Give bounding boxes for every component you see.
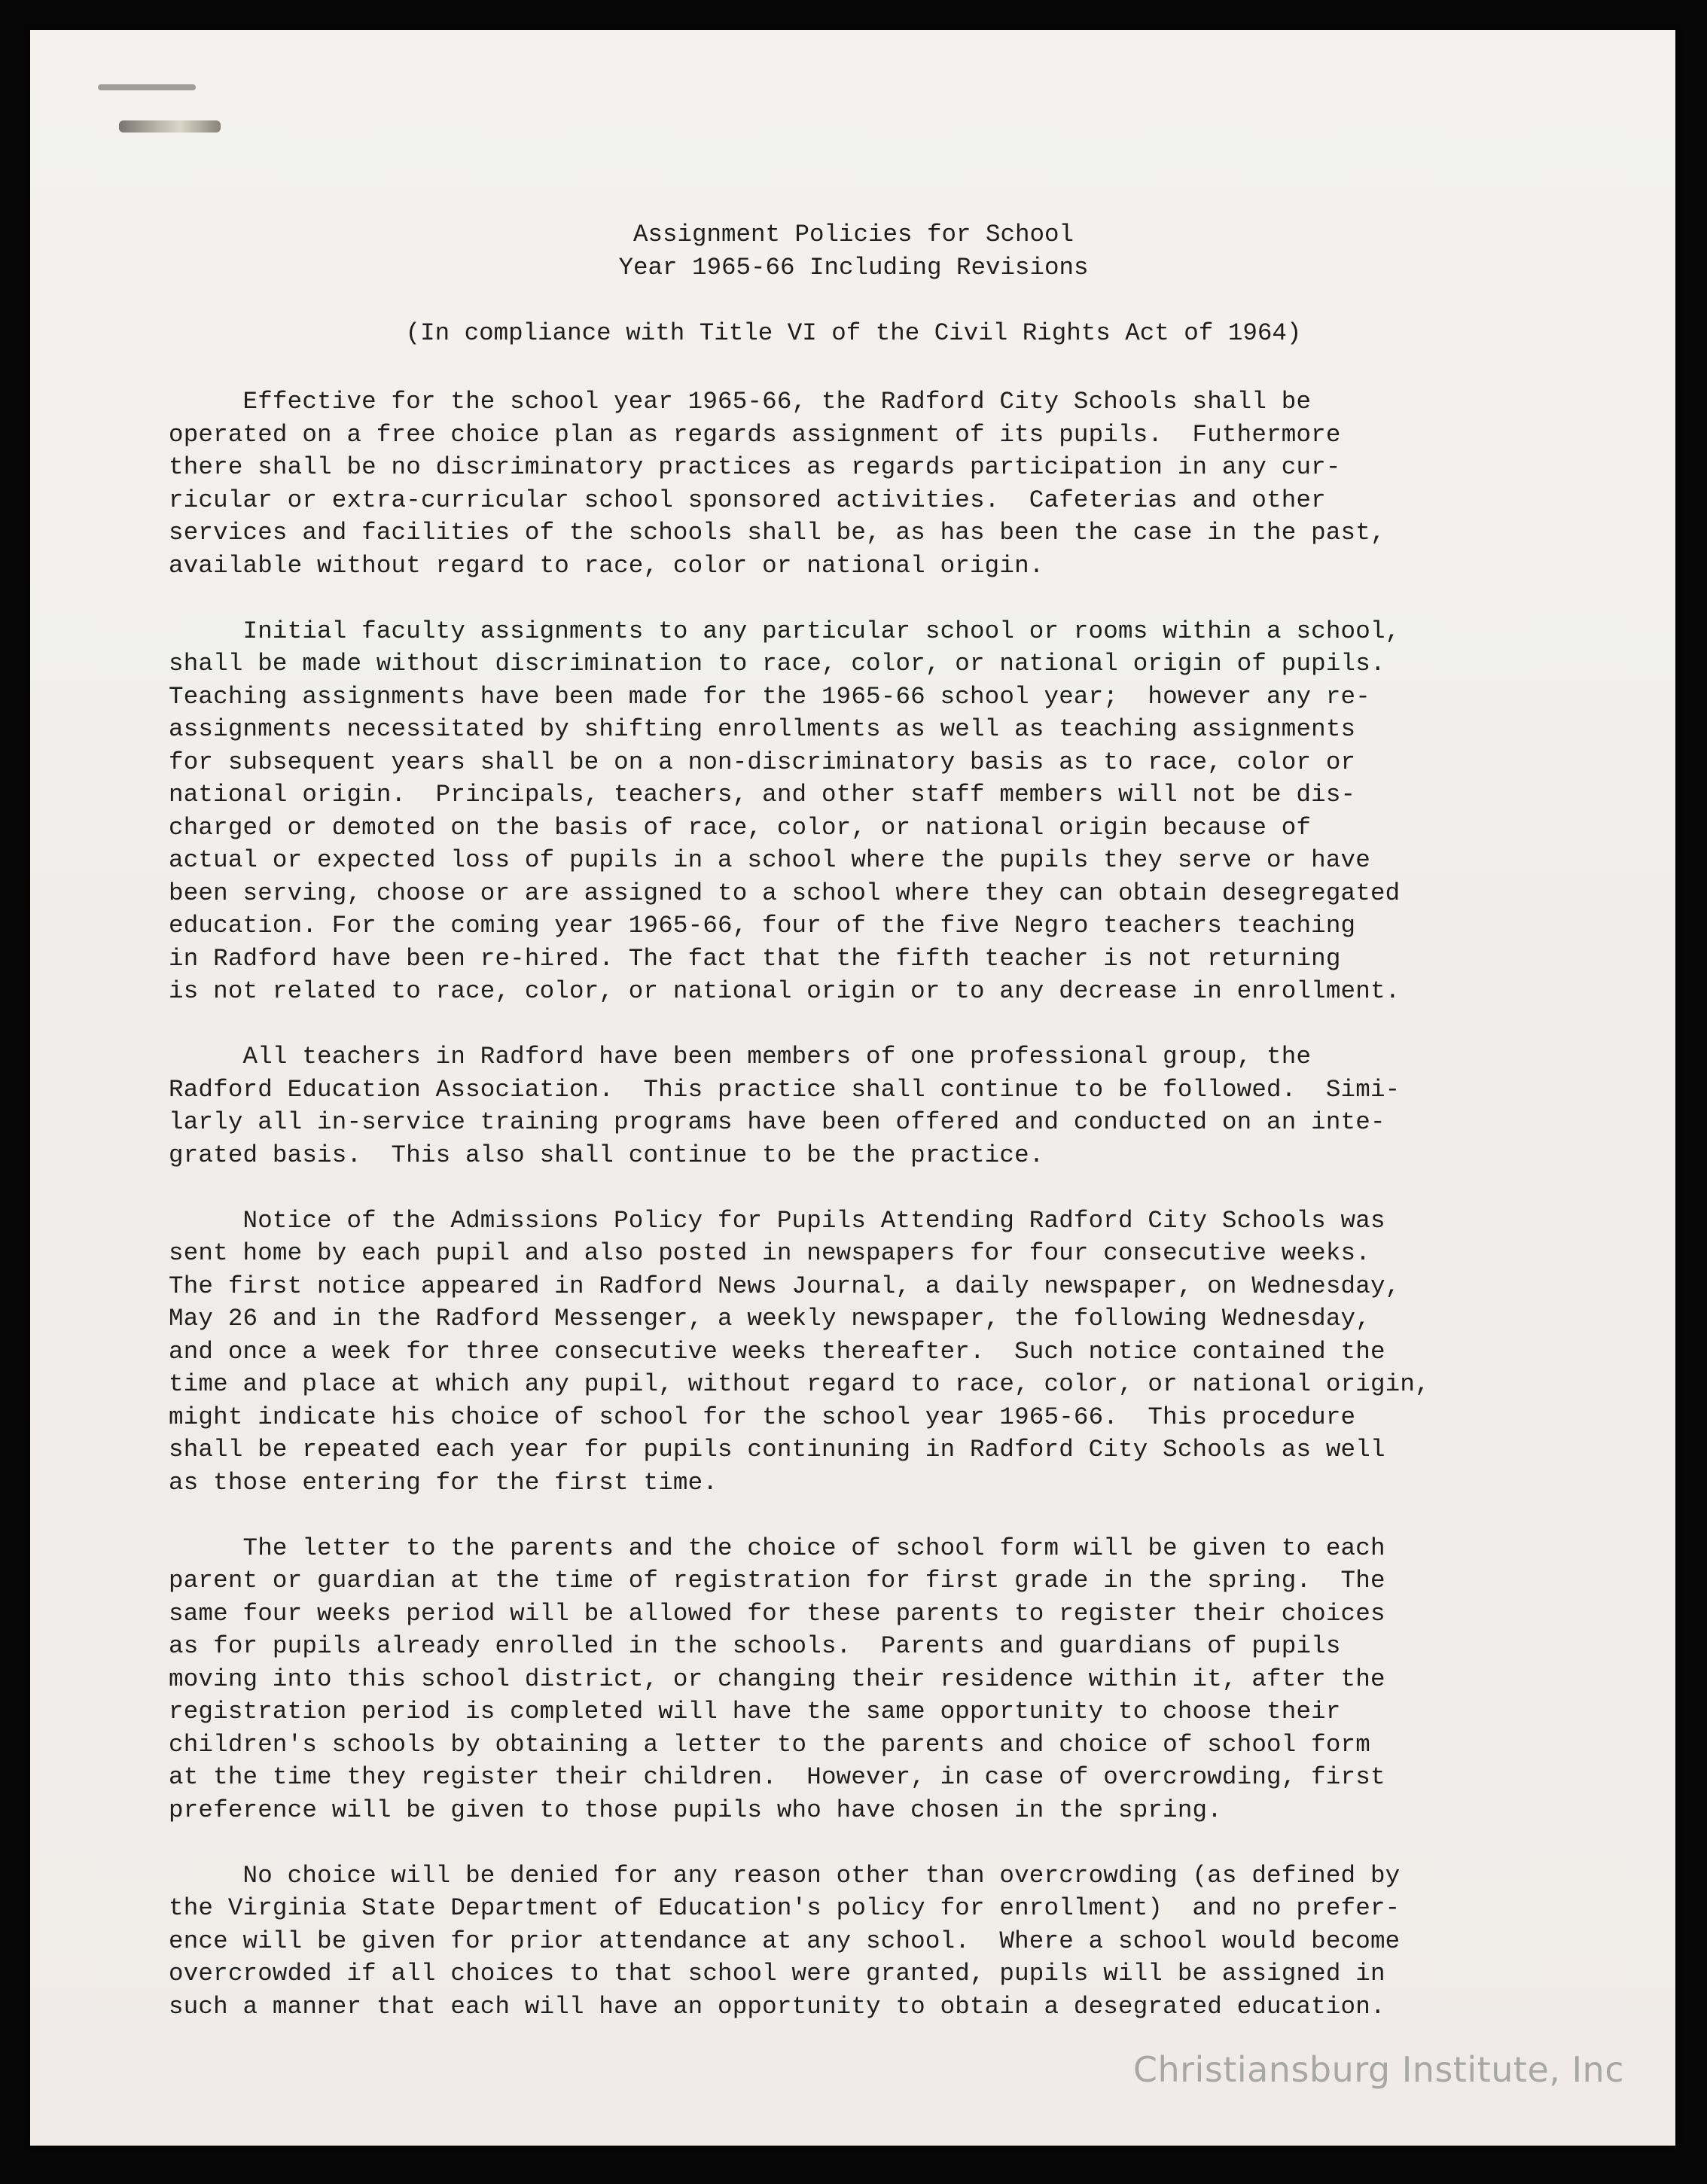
document-title-line-1: Assignment Policies for School: [633, 221, 1074, 248]
document-subtitle: (In compliance with Title VI of the Civil Rights Act of 1964): [405, 319, 1302, 347]
staple-mark: [98, 84, 196, 90]
paragraph: [169, 1040, 1599, 1171]
paragraph-line: might indicate his choice of school for the school year 1965-66. This procedure: [169, 1403, 1356, 1431]
paragraph-line: shall be made without discrimination to race, color, or national origin of pupils.: [169, 650, 1385, 678]
document-title-line-2: Year 1965-66 Including Revisions: [618, 254, 1089, 282]
paragraph: [169, 385, 1599, 582]
paragraph-line: parent or guardian at the time of registration for first grade in the spring. The: [169, 1567, 1385, 1595]
paragraph-line: Notice of the Admissions Policy for Pupils Attending Radford City Schools was: [169, 1206, 1385, 1235]
paragraph-line: services and facilities of the schools shall be, as has been the case in the past,: [169, 519, 1385, 547]
paragraph-line: in Radford have been re-hired. The fact that the fifth teacher is not returning: [169, 944, 1341, 973]
paragraph-line: sent home by each pupil and also posted in newspapers for four consecutive weeks.: [169, 1239, 1370, 1267]
paragraph-line: as those entering for the first time.: [169, 1468, 718, 1497]
paragraph-line: is not related to race, color, or national origin or to any decrease in enrollment.: [169, 977, 1401, 1005]
paragraph-line: been serving, choose or are assigned to a school where they can obtain desegregated: [169, 879, 1401, 907]
paragraph-line: national origin. Principals, teachers, and other staff members will not be dis-: [169, 781, 1356, 809]
paragraph-line: at the time they register their children. However, in case of overcrowding, first: [169, 1763, 1385, 1791]
paragraph-line: preference will be given to those pupils who have chosen in the spring.: [169, 1796, 1222, 1824]
paragraph-line: moving into this school district, or changing their residence within it, after the: [169, 1665, 1385, 1693]
paragraph-line: shall be repeated each year for pupils continuning in Radford City Schools as well: [169, 1436, 1385, 1464]
paragraph-line: as for pupils already enrolled in the schools. Parents and guardians of pupils: [169, 1632, 1341, 1660]
paragraph-line: May 26 and in the Radford Messenger, a weekly newspaper, the following Wednesday,: [169, 1305, 1370, 1333]
paragraph-line: grated basis. This also shall continue to be the practice.: [169, 1141, 1044, 1169]
staple-mark: [119, 120, 221, 133]
watermark-text: Christiansburg Institute, Inc: [1132, 2049, 1624, 2090]
paragraph-line: assignments necessitated by shifting enrollments as well as teaching assignments: [169, 715, 1356, 743]
paragraph-line: overcrowded if all choices to that school were granted, pupils will be assigned in: [169, 1960, 1385, 1988]
paragraph: [169, 1860, 1599, 2024]
paragraph-line: operated on a free choice plan as regards assignment of its pupils. Futhermore: [169, 420, 1341, 449]
document-body: [169, 385, 1599, 2056]
paragraph-line: actual or expected loss of pupils in a school where the pupils they serve or have: [169, 846, 1370, 874]
paragraph: [169, 1205, 1599, 1500]
paragraph-line: the Virginia State Department of Education's policy for enrollment) and no prefer-: [169, 1894, 1401, 1922]
paragraph-line: children's schools by obtaining a letter to the parents and choice of school form: [169, 1730, 1370, 1759]
paragraph-line: there shall be no discriminatory practices as regards participation in any cur-: [169, 453, 1341, 481]
paragraph-line: for subsequent years shall be on a non-discriminatory basis as to race, color or: [169, 748, 1356, 776]
paragraph-line: Radford Education Association. This practice shall continue to be followed. Simi-: [169, 1075, 1401, 1104]
paragraph-line: time and place at which any pupil, without regard to race, color, or national origin,: [169, 1370, 1430, 1398]
paragraph-line: The letter to the parents and the choice of school form will be given to each: [169, 1534, 1385, 1562]
paragraph: [169, 1532, 1599, 1827]
paragraph-line: All teachers in Radford have been members of one professional group, the: [169, 1043, 1312, 1071]
paragraph-line: Effective for the school year 1965-66, the Radford City Schools shall be: [169, 388, 1312, 416]
paragraph-line: ence will be given for prior attendance at any school. Where a school would become: [169, 1927, 1401, 1955]
paragraph-line: available without regard to race, color or national origin.: [169, 551, 1044, 580]
paragraph-line: Teaching assignments have been made for the 1965-66 school year; however any re-: [169, 682, 1370, 711]
paragraph-line: ricular or extra-curricular school sponsored activities. Cafeterias and other: [169, 486, 1326, 514]
paragraph-line: such a manner that each will have an opportunity to obtain a desegrated education.: [169, 1992, 1385, 2021]
paragraph-line: registration period is completed will have the same opportunity to choose their: [169, 1698, 1341, 1726]
paragraph-line: larly all in-service training programs have been offered and conducted on an inte-: [169, 1108, 1385, 1136]
paragraph-line: education. For the coming year 1965-66, four of the five Negro teachers teaching: [169, 912, 1356, 940]
paragraph-line: and once a week for three consecutive weeks thereafter. Such notice contained the: [169, 1337, 1385, 1366]
paragraph-line: No choice will be denied for any reason other than overcrowding (as defined by: [169, 1861, 1401, 1890]
paragraph: [169, 615, 1599, 1008]
paragraph-line: The first notice appeared in Radford News Journal, a daily newspaper, on Wednesday,: [169, 1272, 1401, 1300]
paragraph-line: Initial faculty assignments to any particular school or rooms within a school,: [169, 617, 1401, 645]
paragraph-line: same four weeks period will be allowed for these parents to register their choices: [169, 1599, 1385, 1628]
paragraph-line: charged or demoted on the basis of race, color, or national origin because of: [169, 813, 1312, 842]
